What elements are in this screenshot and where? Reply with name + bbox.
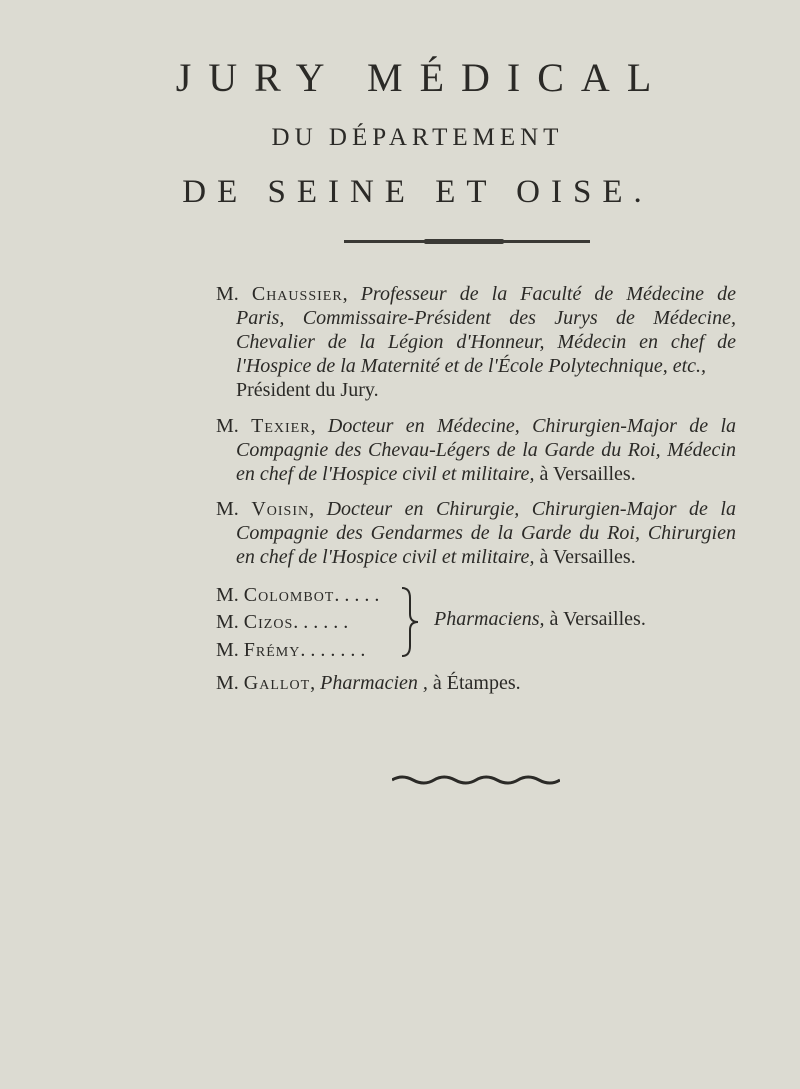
member-entry-texier: M. Texier, Docteur en Médecine, Chirurgien-Major de la Compagnie des Chevau-Légers de la Garde du Roi, Médecin en chef de l'Hospice civil et militaire, à Versailles. (216, 415, 737, 485)
pharmacists-place: à Versailles. (549, 608, 646, 630)
member-role: Pharmacien , (320, 672, 428, 694)
decorative-rule (344, 240, 590, 243)
member-prefix: M. (216, 498, 239, 520)
member-title-line: en chef de l'Hospice civil et militaire, (236, 546, 535, 568)
member-prefix: M. (216, 672, 239, 694)
member-title-line: Docteur en Médecine, Chirurgien-Major de la (327, 415, 737, 437)
member-entry-voisin: M. Voisin, Docteur en Chirurgie, Chirurgien-Major de la Compagnie des Gendarmes de la Garde du Roi, Chirurgien en chef de l'Hospice civil et militaire, à Versailles. (216, 498, 736, 568)
member-title-line: Docteur en Chirurgie, Chirurgien-Major de la (326, 498, 736, 520)
member-title-line: l'Hospice de la Maternité et de l'École Polytechnique, etc., (236, 355, 707, 377)
pharmacist-row-colombot (216, 583, 379, 607)
pharmacists-role: Pharmaciens, (434, 608, 545, 630)
member-entry-gallot: M. Gallot, Pharmacien , à Étampes. (216, 672, 521, 694)
member-prefix: M. (216, 611, 239, 633)
member-name: Chaussier (251, 283, 343, 305)
title-du-departement: DU DÉPARTEMENT (271, 124, 564, 151)
member-entry-chaussier: M. Chaussier, Professeur de la Faculté de Médecine de Paris, Commissaire-Président des Jurys de Médecine, Chevalier de la Légion d'Honneur, Médecin en chef de l'Hospice de la Maternité et de l'École Polytechnique, etc., Président du Jury. (216, 283, 736, 401)
title-jury-medical: JURY MÉDICAL (175, 55, 669, 100)
member-place: à Versailles. (539, 546, 636, 568)
curly-brace-icon (398, 586, 422, 658)
pharmacist-row-cizos (216, 610, 348, 634)
member-name: Gallot (243, 672, 311, 694)
member-role: Président du Jury. (236, 379, 379, 401)
member-name: Colombot (243, 584, 335, 606)
member-prefix: M. (216, 283, 239, 305)
member-title-line: Paris, Commissaire-Président des Jurys de Médecine, (236, 307, 736, 329)
member-title-line: Compagnie des Chevau-Légers de la Garde du Roi, Médecin (236, 439, 736, 461)
leader-dots: . . . . . . . (300, 639, 366, 661)
member-prefix: M. (216, 639, 239, 661)
leader-dots: . . . . . . (293, 611, 349, 633)
member-prefix: M. (216, 415, 239, 437)
member-name: Frémy (243, 639, 301, 661)
pharmacist-row-fremy (216, 638, 365, 662)
member-name: Texier (251, 415, 311, 437)
member-title-line: en chef de l'Hospice civil et militaire, (236, 463, 535, 485)
member-prefix: M. (216, 584, 239, 606)
member-place: à Étampes. (432, 672, 521, 694)
member-name: Cizos (243, 611, 294, 633)
member-name: Voisin (251, 498, 310, 520)
member-title-line: Professeur de la Faculté de Médecine de (360, 283, 736, 305)
member-title-line: Chevalier de la Légion d'Honneur, Médecin en chef de (236, 331, 736, 353)
wave-ornament-icon (392, 774, 560, 786)
title-seine-et-oise: DE SEINE ET OISE. (182, 174, 653, 210)
leader-dots: . . . . . (334, 584, 380, 606)
pharmacists-label (434, 608, 646, 631)
member-place: à Versailles. (539, 463, 636, 485)
member-title-line: Compagnie des Gendarmes de la Garde du Roi, Chirurgien (236, 522, 736, 544)
